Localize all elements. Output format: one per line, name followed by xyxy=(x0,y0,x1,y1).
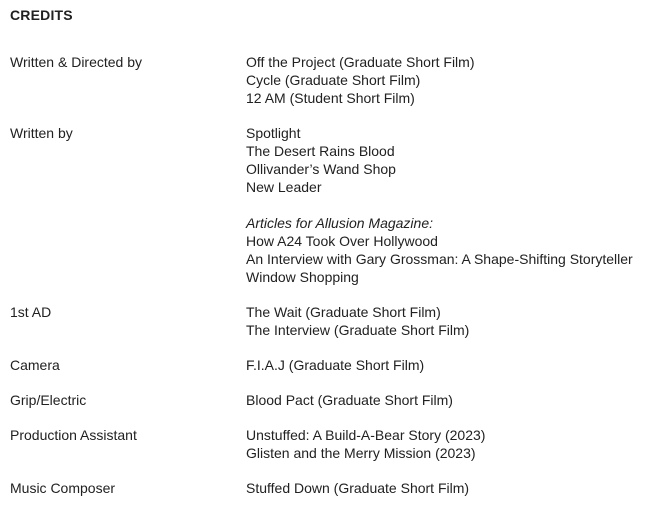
credit-entry: Spotlight xyxy=(246,125,301,141)
credit-entry: Glisten and the Merry Mission (2023) xyxy=(246,445,476,461)
credit-row xyxy=(10,391,646,409)
credit-entries xyxy=(246,391,646,409)
credit-entry: Articles for Allusion Magazine: xyxy=(246,215,434,231)
credit-entry: Window Shopping xyxy=(246,269,359,285)
credit-entry: How A24 Took Over Hollywood xyxy=(246,233,438,249)
credit-role: Written by xyxy=(10,125,73,141)
credit-role: Written & Directed by xyxy=(10,54,143,70)
credit-entry: The Desert Rains Blood xyxy=(246,143,395,159)
credit-role: 1st AD xyxy=(10,304,52,320)
page-title: CREDITS xyxy=(10,7,73,23)
credit-row xyxy=(10,479,646,497)
credits-list xyxy=(10,53,646,497)
blank-line xyxy=(246,196,646,214)
credit-role: Camera xyxy=(10,357,60,373)
credit-entries xyxy=(246,426,646,462)
credit-row xyxy=(10,426,646,462)
credit-row xyxy=(10,124,646,286)
credit-entries xyxy=(246,53,646,107)
credit-entry: Ollivander’s Wand Shop xyxy=(246,161,396,177)
credit-entry: Cycle (Graduate Short Film) xyxy=(246,72,421,88)
credit-entry: Stuffed Down (Graduate Short Film) xyxy=(246,480,470,496)
credit-entry: 12 AM (Student Short Film) xyxy=(246,90,415,106)
credit-entry: Off the Project (Graduate Short Film) xyxy=(246,54,475,70)
credit-entry: Blood Pact (Graduate Short Film) xyxy=(246,392,453,408)
credit-role: Music Composer xyxy=(10,480,116,496)
credit-entry: New Leader xyxy=(246,179,322,195)
credit-entries xyxy=(246,303,646,339)
credit-entry: An Interview with Gary Grossman: A Shape-Shifting Storyteller xyxy=(246,251,633,267)
credit-role: Grip/Electric xyxy=(10,392,87,408)
credit-entry: F.I.A.J (Graduate Short Film) xyxy=(246,357,425,373)
credit-entry: Unstuffed: A Build-A-Bear Story (2023) xyxy=(246,427,486,443)
credit-entry: The Wait (Graduate Short Film) xyxy=(246,304,441,320)
credit-role: Production Assistant xyxy=(10,427,137,443)
credit-entries xyxy=(246,356,646,374)
credit-row xyxy=(10,53,646,107)
credit-row xyxy=(10,303,646,339)
credit-entries xyxy=(246,124,646,286)
credit-entry: The Interview (Graduate Short Film) xyxy=(246,322,470,338)
credit-entries xyxy=(246,479,646,497)
credit-row xyxy=(10,356,646,374)
